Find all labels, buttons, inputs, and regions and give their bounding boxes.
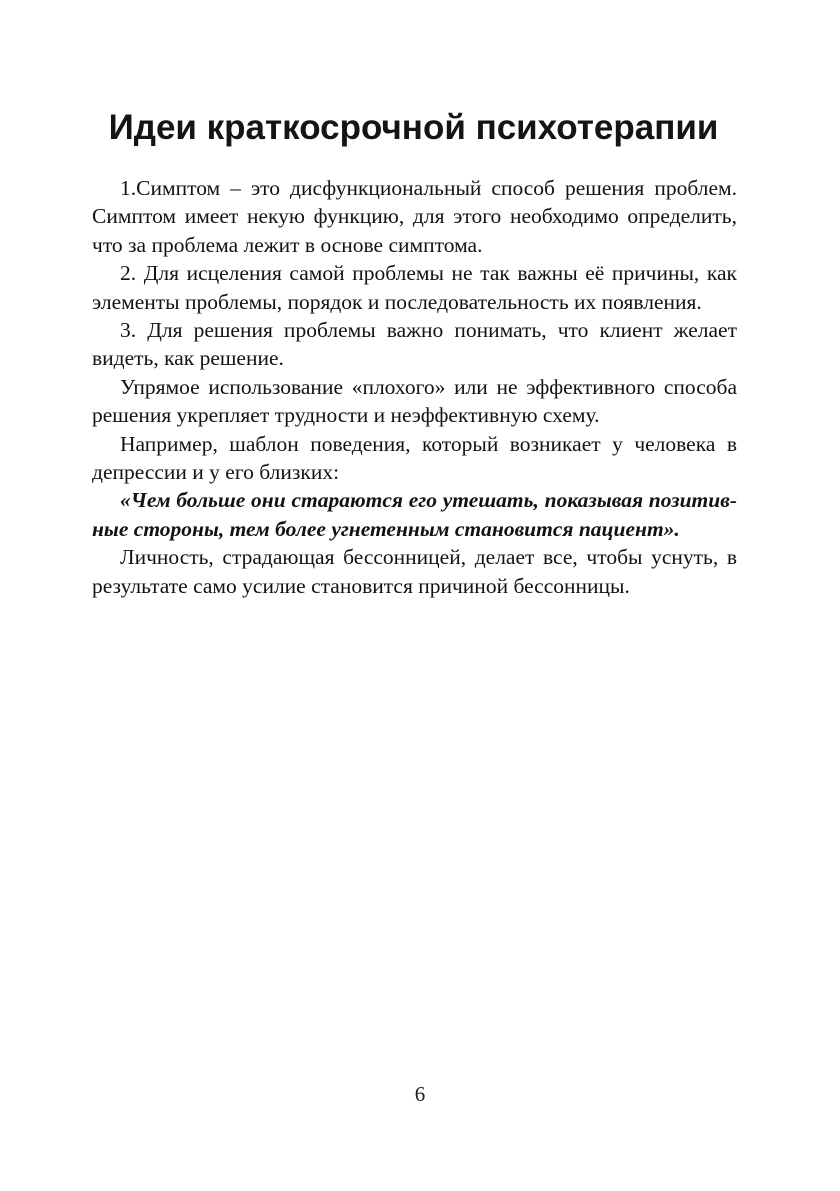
page-number: 6	[414, 1082, 426, 1106]
page-title: Идеи краткосрочной психотерапии	[108, 108, 719, 147]
paragraph	[92, 316, 737, 373]
text-line: 3. Для решения проблемы важно понимать, что клиент желает	[120, 318, 737, 343]
text-line: результате само усилие становится причиной бессонницы.	[92, 573, 630, 598]
text-line: Например, шаблон поведения, который возникает у человека в	[120, 431, 737, 456]
text-line: Симптом имеет некую функцию, для этого необходимо определить,	[92, 204, 737, 229]
text-line: 2. Для исцеления самой проблемы не так важны её причины, как	[120, 261, 737, 286]
text-line: что за проблема лежит в основе симптома.	[92, 232, 483, 257]
text-line: «Чем больше они стараются его утешать, показывая позитив-	[120, 488, 737, 513]
text-line: ные стороны, тем более угнетенным становится пациент».	[92, 516, 680, 541]
paragraph	[92, 259, 737, 316]
text-line: 1.Симптом – это дисфункциональный способ решения проблем.	[120, 176, 737, 200]
text-line: Упрямое использование «плохого» или не эффективного способа	[120, 374, 737, 399]
text-line: Личность, страдающая бессонницей, делает все, чтобы уснуть, в	[120, 545, 737, 570]
paragraph	[92, 543, 737, 600]
paragraph	[92, 373, 737, 430]
body-text	[92, 174, 737, 600]
text-line: видеть, как решение.	[92, 346, 284, 371]
paragraph	[92, 430, 737, 487]
text-line: элементы проблемы, порядок и последовательность их появления.	[92, 289, 702, 314]
paragraph	[92, 174, 737, 259]
text-line: депрессии и у его близких:	[92, 460, 340, 485]
text-line: решения укрепляет трудности и неэффективную схему.	[92, 403, 600, 428]
quote-paragraph	[92, 486, 737, 543]
